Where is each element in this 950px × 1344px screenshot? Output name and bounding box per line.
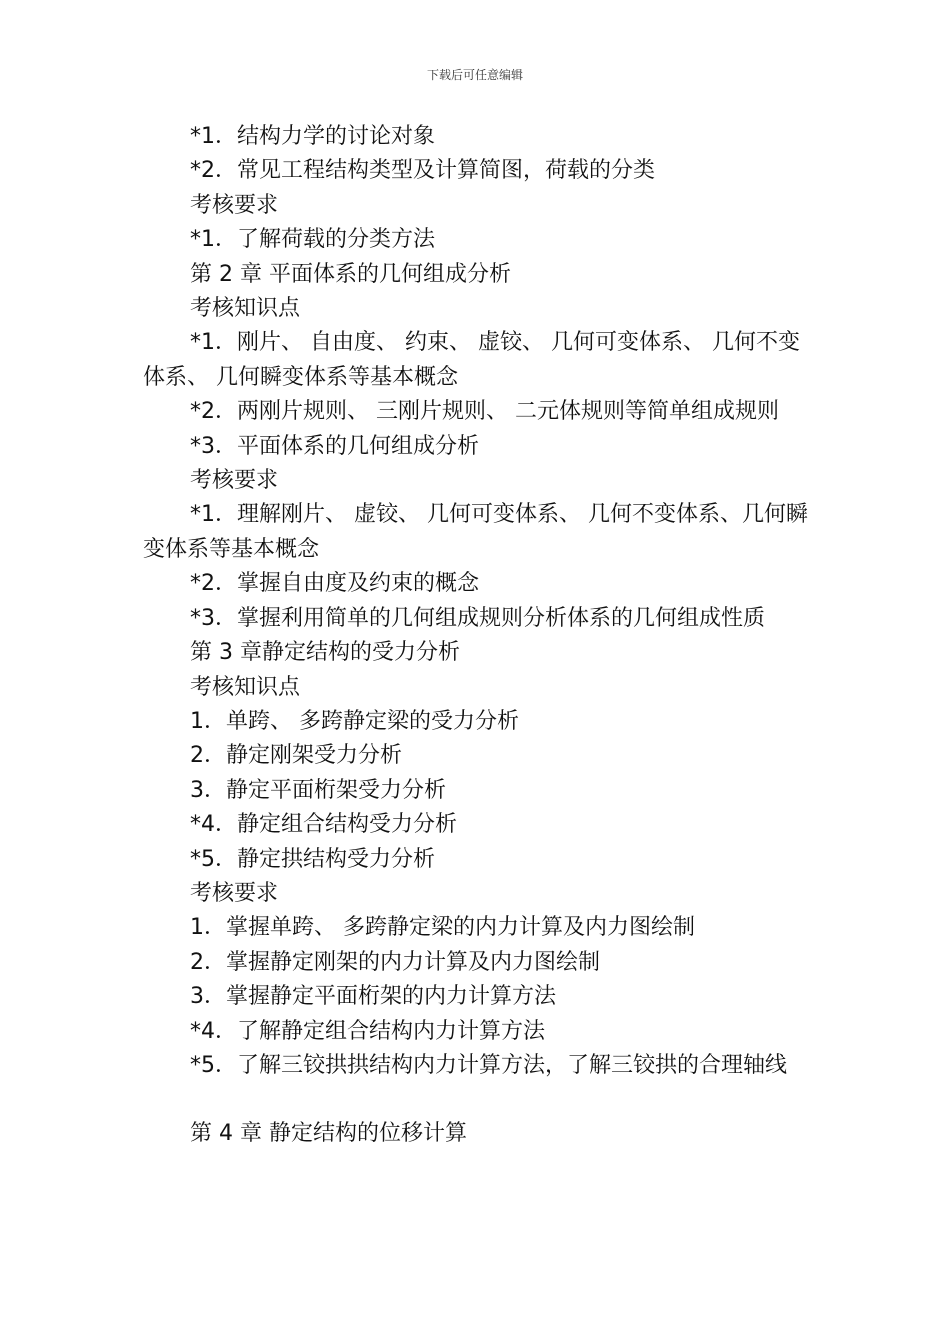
document-body — [0, 120, 950, 1152]
paragraph: *1．结构力学的讨论对象 — [190, 124, 435, 149]
paragraph: *5．静定拱结构受力分析 — [190, 846, 435, 872]
paragraph: *2．两刚片规则、 三刚片规则、 二元体规则等简单组成规则 — [190, 399, 779, 425]
paragraph: *2．掌握自由度及约束的概念 — [190, 571, 479, 597]
paragraph: *3．掌握利用简单的几何组成规则分析体系的几何组成性质 — [190, 605, 765, 631]
paragraph: 2．掌握静定刚架的内力计算及内力图绘制 — [190, 949, 600, 975]
paragraph: *1．理解刚片、 虚铰、 几何可变体系、 几何不变体系、几何瞬变体系等基本概念 — [143, 502, 808, 562]
section-label: 考核要求 — [190, 192, 279, 218]
paragraph: *3．平面体系的几何组成分析 — [190, 433, 479, 459]
paragraph: *2．常见工程结构类型及计算简图，荷载的分类 — [190, 158, 655, 184]
paragraph: *4．静定组合结构受力分析 — [190, 812, 457, 838]
blank-line — [0, 1083, 950, 1117]
paragraph: *5．了解三铰拱拱结构内力计算方法，了解三铰拱的合理轴线 — [190, 1052, 787, 1078]
chapter-heading: 第 2 章 平面体系的几何组成分析 — [190, 261, 511, 287]
paragraph: 2．静定刚架受力分析 — [190, 743, 402, 769]
paragraph: *4．了解静定组合结构内力计算方法 — [190, 1018, 545, 1044]
section-label: 考核知识点 — [190, 674, 301, 700]
paragraph: *1．了解荷载的分类方法 — [190, 227, 435, 253]
section-label: 考核要求 — [190, 468, 279, 494]
paragraph: 1．单跨、 多跨静定梁的受力分析 — [190, 708, 519, 734]
paragraph: *1．刚片、 自由度、 约束、 虚铰、 几何可变体系、 几何不变体系、 几何瞬变体系等基本概念 — [143, 330, 800, 390]
section-label: 考核要求 — [190, 880, 279, 906]
chapter-heading: 第 4 章 静定结构的位移计算 — [190, 1121, 467, 1147]
paragraph: 3．掌握静定平面桁架的内力计算方法 — [190, 984, 556, 1010]
page-header: 下载后可任意编辑 — [426, 68, 523, 82]
paragraph: 1．掌握单跨、 多跨静定梁的内力计算及内力图绘制 — [190, 915, 695, 941]
section-label: 考核知识点 — [190, 296, 301, 322]
chapter-heading: 第 3 章静定结构的受力分析 — [190, 640, 460, 666]
paragraph: 3．静定平面桁架受力分析 — [190, 777, 446, 803]
